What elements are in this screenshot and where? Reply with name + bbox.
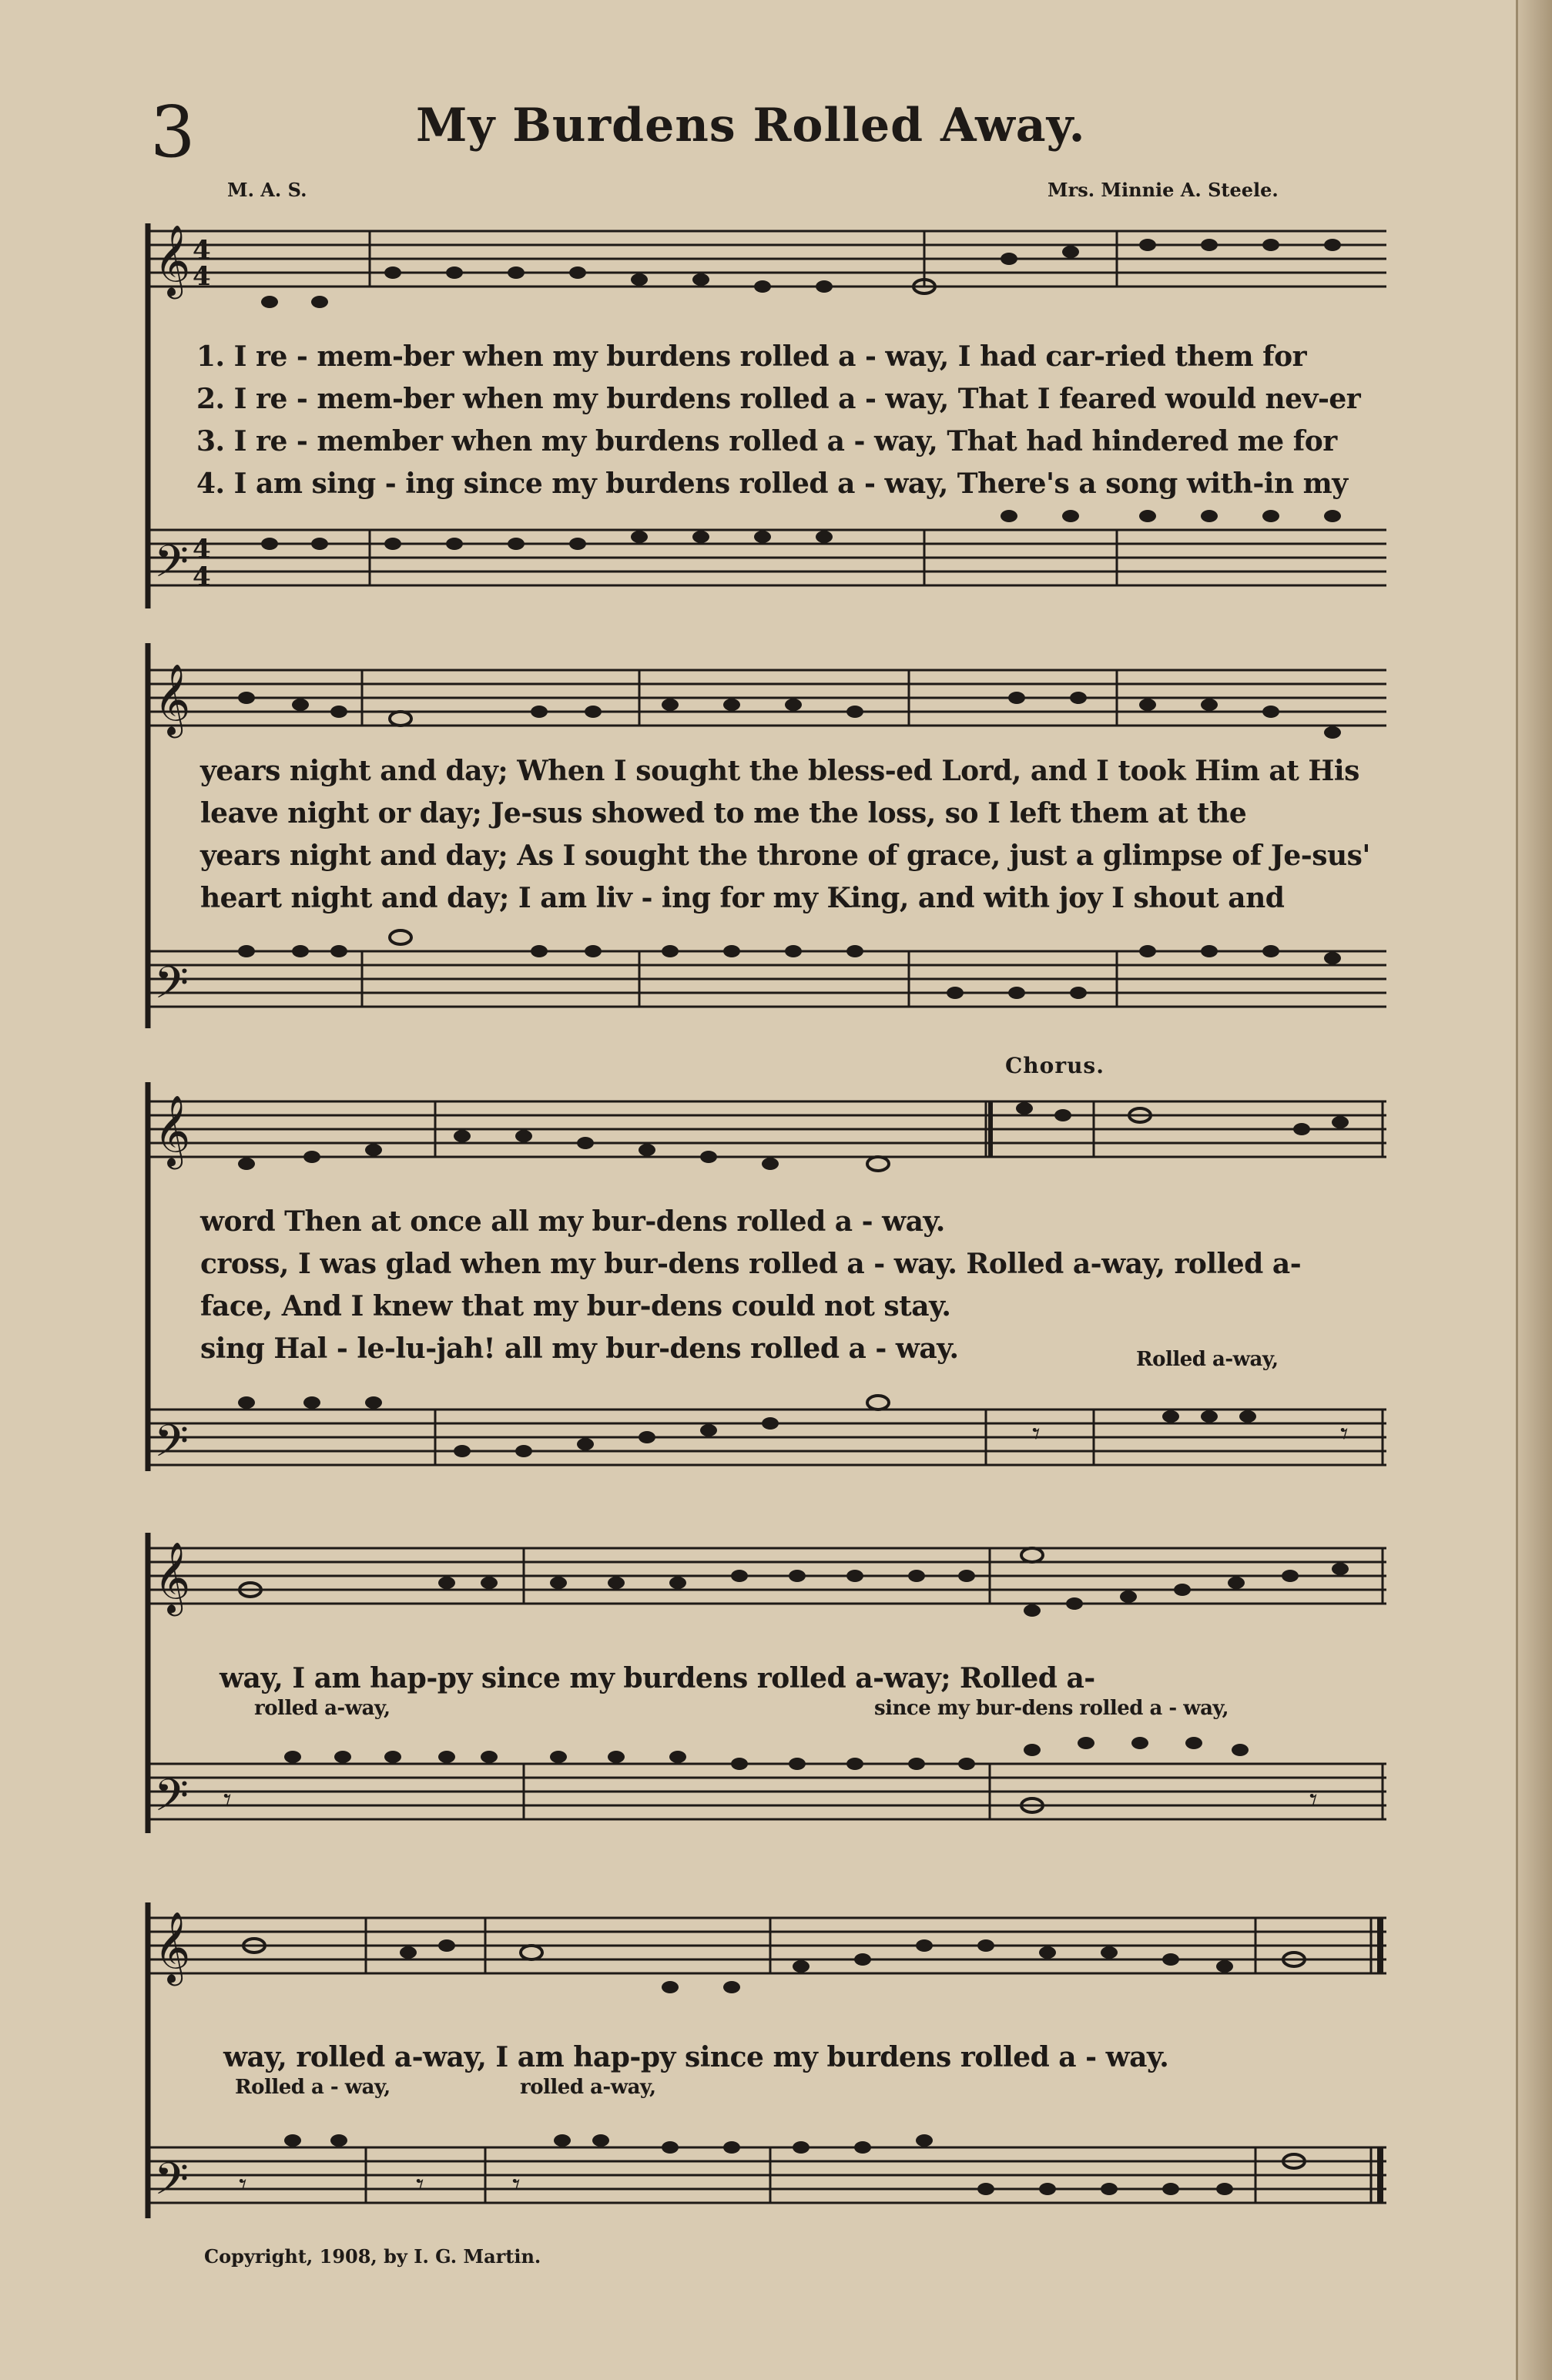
verse-2-line-2: leave night or day; Je-sus showed to me the loss, so I left them at the — [200, 797, 1247, 830]
bass-echo-rolled-away: Rolled a-way, — [1136, 1348, 1279, 1371]
hymn-number: 3 — [150, 91, 196, 173]
svg-text:4: 4 — [193, 561, 211, 592]
svg-text:4: 4 — [193, 534, 211, 565]
verse-2-line-1: 2. I re - mem-ber when my burdens rolled a - way, That I feared would nev-er — [196, 383, 1361, 415]
svg-text:𝄢: 𝄢 — [154, 1769, 189, 1832]
chorus-line-4-lyric: way, I am hap-py since my burdens rolled a-way; Rolled a- — [220, 1662, 1095, 1694]
music-system-1 — [139, 208, 1386, 616]
verse-4-line-3: sing Hal - le-lu-jah! all my bur-dens rolled a - way. — [200, 1332, 959, 1365]
svg-text:𝄢: 𝄢 — [154, 1415, 189, 1478]
chorus-line-5-echo-a: Rolled a - way, — [235, 2076, 391, 2099]
words-credit: M. A. S. — [227, 179, 307, 201]
svg-text:𝄾: 𝄾 — [1032, 1416, 1041, 1452]
svg-text:𝄾: 𝄾 — [416, 2167, 424, 2203]
svg-text:𝄾: 𝄾 — [1309, 1782, 1318, 1818]
chorus-line-5-lyric: way, rolled a-way, I am hap-py since my burdens rolled a - way. — [223, 2041, 1169, 2073]
svg-text:𝄞: 𝄞 — [154, 1541, 191, 1613]
svg-text:𝄾: 𝄾 — [512, 2167, 521, 2203]
svg-text:𝄢: 𝄢 — [154, 535, 189, 598]
chorus-line-4-echo-a: rolled a-way, — [254, 1697, 391, 1720]
hymn-title: My Burdens Rolled Away. — [416, 99, 1086, 153]
svg-text:𝄾: 𝄾 — [1340, 1416, 1349, 1452]
verse-3-line-1: 3. I re - member when my burdens rolled a - way, That had hindered me for — [196, 425, 1337, 458]
svg-text:𝄞: 𝄞 — [154, 663, 191, 735]
svg-text:𝄞: 𝄞 — [154, 1911, 191, 1983]
chorus-line-5-echo-b: rolled a-way, — [520, 2076, 656, 2099]
svg-text:𝄞: 𝄞 — [154, 1094, 191, 1166]
copyright-notice: Copyright, 1908, by I. G. Martin. — [204, 2245, 541, 2268]
verse-3-line-2: years night and day; As I sought the throne of grace, just a glimpse of Je-sus' — [200, 840, 1370, 872]
svg-text:𝄞: 𝄞 — [154, 224, 191, 296]
svg-text:𝄢: 𝄢 — [154, 2153, 189, 2216]
music-system-4 — [139, 1510, 1386, 1856]
chorus-line-4-echo-b: since my bur-dens rolled a - way, — [874, 1697, 1229, 1720]
music-system-5 — [139, 1879, 1386, 2241]
staff-system-2-notation — [139, 628, 1386, 1036]
verse-2-line-3: cross, I was glad when my bur-dens rolled a - way. Rolled a-way, rolled a- — [200, 1248, 1302, 1280]
svg-text:4: 4 — [193, 261, 211, 292]
verse-1-line-3: word Then at once all my bur-dens rolled a - way. — [200, 1205, 945, 1238]
verse-1-line-1: 1. I re - mem-ber when my burdens rolled a - way, I had car-ried them for — [196, 340, 1307, 373]
music-credit: Mrs. Minnie A. Steele. — [1048, 179, 1279, 201]
verse-3-line-3: face, And I knew that my bur-dens could not stay. — [200, 1290, 951, 1322]
verse-4-line-1: 4. I am sing - ing since my burdens rolled a - way, There's a song with-in my — [196, 468, 1348, 500]
svg-text:𝄾: 𝄾 — [239, 2167, 247, 2203]
page-edge — [1516, 0, 1552, 2380]
svg-text:𝄾: 𝄾 — [223, 1782, 232, 1818]
verse-1-line-2: years night and day; When I sought the bless-ed Lord, and I took Him at His — [200, 755, 1359, 787]
music-system-2 — [139, 628, 1386, 1036]
music-system-3 — [139, 1053, 1386, 1490]
verse-4-line-2: heart night and day; I am liv - ing for my King, and with joy I shout and — [200, 882, 1285, 914]
svg-text:𝄢: 𝄢 — [154, 957, 189, 1020]
chorus-label: Chorus. — [1005, 1053, 1105, 1078]
svg-text:4: 4 — [193, 235, 211, 266]
